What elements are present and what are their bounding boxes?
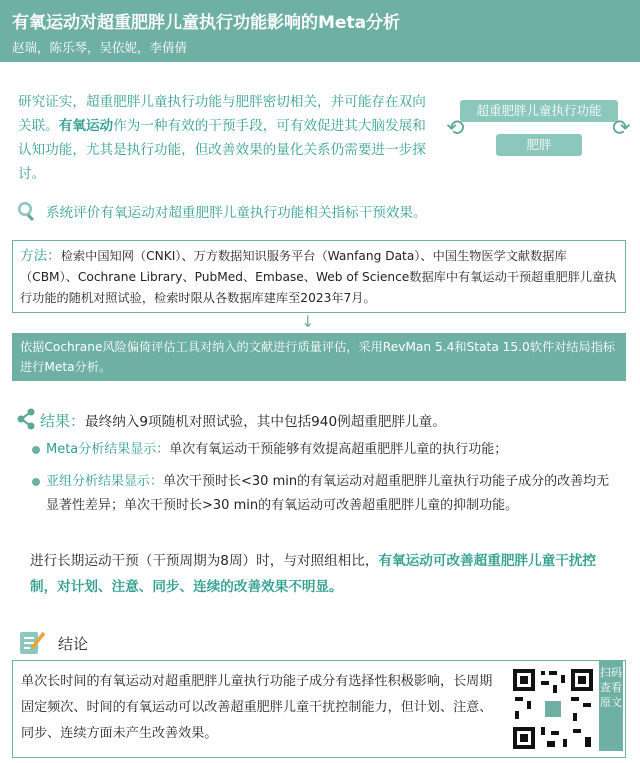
results-text: 最终纳入9项随机对照试验，其中包括940例超重肥胖儿童。 xyxy=(85,414,446,430)
conclusion-box xyxy=(12,660,626,758)
method-text: 检索中国知网（CNKI）、万方数据知识服务平台（Wanfang Data）、中国生物医学文献数据库（CBM）、Cochrane Library、PubMed、Embase、Web of Science数据库中有氧运动干预超重肥胖儿童执行功能的随机对照试验，检索时限从各数据库建库至2023年7月。 xyxy=(20,249,617,305)
conclusion-heading xyxy=(18,628,218,656)
scan-label: 扫码查看原文 xyxy=(599,661,623,751)
aim-row xyxy=(16,200,616,222)
magnifier-icon xyxy=(16,200,38,222)
intro-text-2: 作为一种有效的干预手段，可有效促进其大脑发展和认知功能，尤其是执行功能，但改善效果的量化关系仍需要进一步探讨。 xyxy=(18,118,426,182)
qr-code-icon[interactable] xyxy=(511,667,595,751)
bullet-dot xyxy=(32,478,40,486)
relation-diagram xyxy=(446,96,632,164)
intro-paragraph xyxy=(18,90,428,186)
long-term-bold: 有氧运动可改善超重肥胖儿童干扰控制，对计划、注意、同步、连续的改善效果不明显。 xyxy=(30,553,596,595)
long-term-text: 进行长期运动干预（干预周期为8周）时，与对照组相比， xyxy=(30,553,379,569)
header-banner xyxy=(0,0,640,62)
cycle-arrow-right-icon: ⟳ xyxy=(612,116,631,141)
list-item xyxy=(32,438,622,462)
conclusion-text: 单次长时间的有氧运动对超重肥胖儿童执行功能子成分有选择性积极影响，长周期固定频次、时间的有氧运动可以改善超重肥胖儿童干扰控制能力，但计划、注意、同步、连续方面未产生改善效果。 xyxy=(21,674,493,741)
down-arrow-icon: ↓ xyxy=(301,312,315,331)
long-term-paragraph xyxy=(30,548,600,600)
authors: 赵瑞，陈乐琴，吴依妮，李倩倩 xyxy=(12,40,188,55)
cycle-arrow-left-icon: ⟲ xyxy=(446,116,465,141)
bullet-label: 亚组分析结果显示： xyxy=(46,474,164,489)
list-item xyxy=(32,470,622,518)
diagram-box-obesity: 肥胖 xyxy=(496,134,582,156)
method-box xyxy=(12,240,626,313)
aim-text: 系统评价有氧运动对超重肥胖儿童执行功能相关指标干预效果。 xyxy=(46,205,427,221)
bullet-text: 单次干预时长<30 min的有氧运动对超重肥胖儿童执行功能子成分的改善均无显著性差异；单次干预时长>30 min的有氧运动可改善超重肥胖儿童的抑制功能。 xyxy=(46,474,610,513)
results-summary xyxy=(40,410,446,431)
bullet-dot xyxy=(32,446,40,454)
diagram-box-executive-function: 超重肥胖儿童执行功能 xyxy=(460,100,618,122)
bullet-text: 单次有氧运动干预能够有效提高超重肥胖儿童的执行功能； xyxy=(169,442,508,457)
share-icon xyxy=(16,408,36,430)
conclusion-title: 结论 xyxy=(58,635,89,653)
bullet-label: Meta分析结果显示： xyxy=(46,442,170,457)
results-label: 结果： xyxy=(40,412,86,430)
intro-bold: 有氧运动 xyxy=(58,118,114,134)
method-label: 方法： xyxy=(20,248,61,264)
intro-text-1: 研究证实，超重肥胖儿童执行功能与肥胖密切相关，并可能存在双向关联。 xyxy=(18,94,426,134)
notepad-pencil-icon xyxy=(18,628,46,656)
page-title: 有氧运动对超重肥胖儿童执行功能影响的Meta分析 xyxy=(12,13,401,33)
quality-box: 依据Cochrane风险偏倚评估工具对纳入的文献进行质量评估，采用RevMan 5.4和Stata 15.0软件对结局指标进行Meta分析。 xyxy=(12,333,626,381)
